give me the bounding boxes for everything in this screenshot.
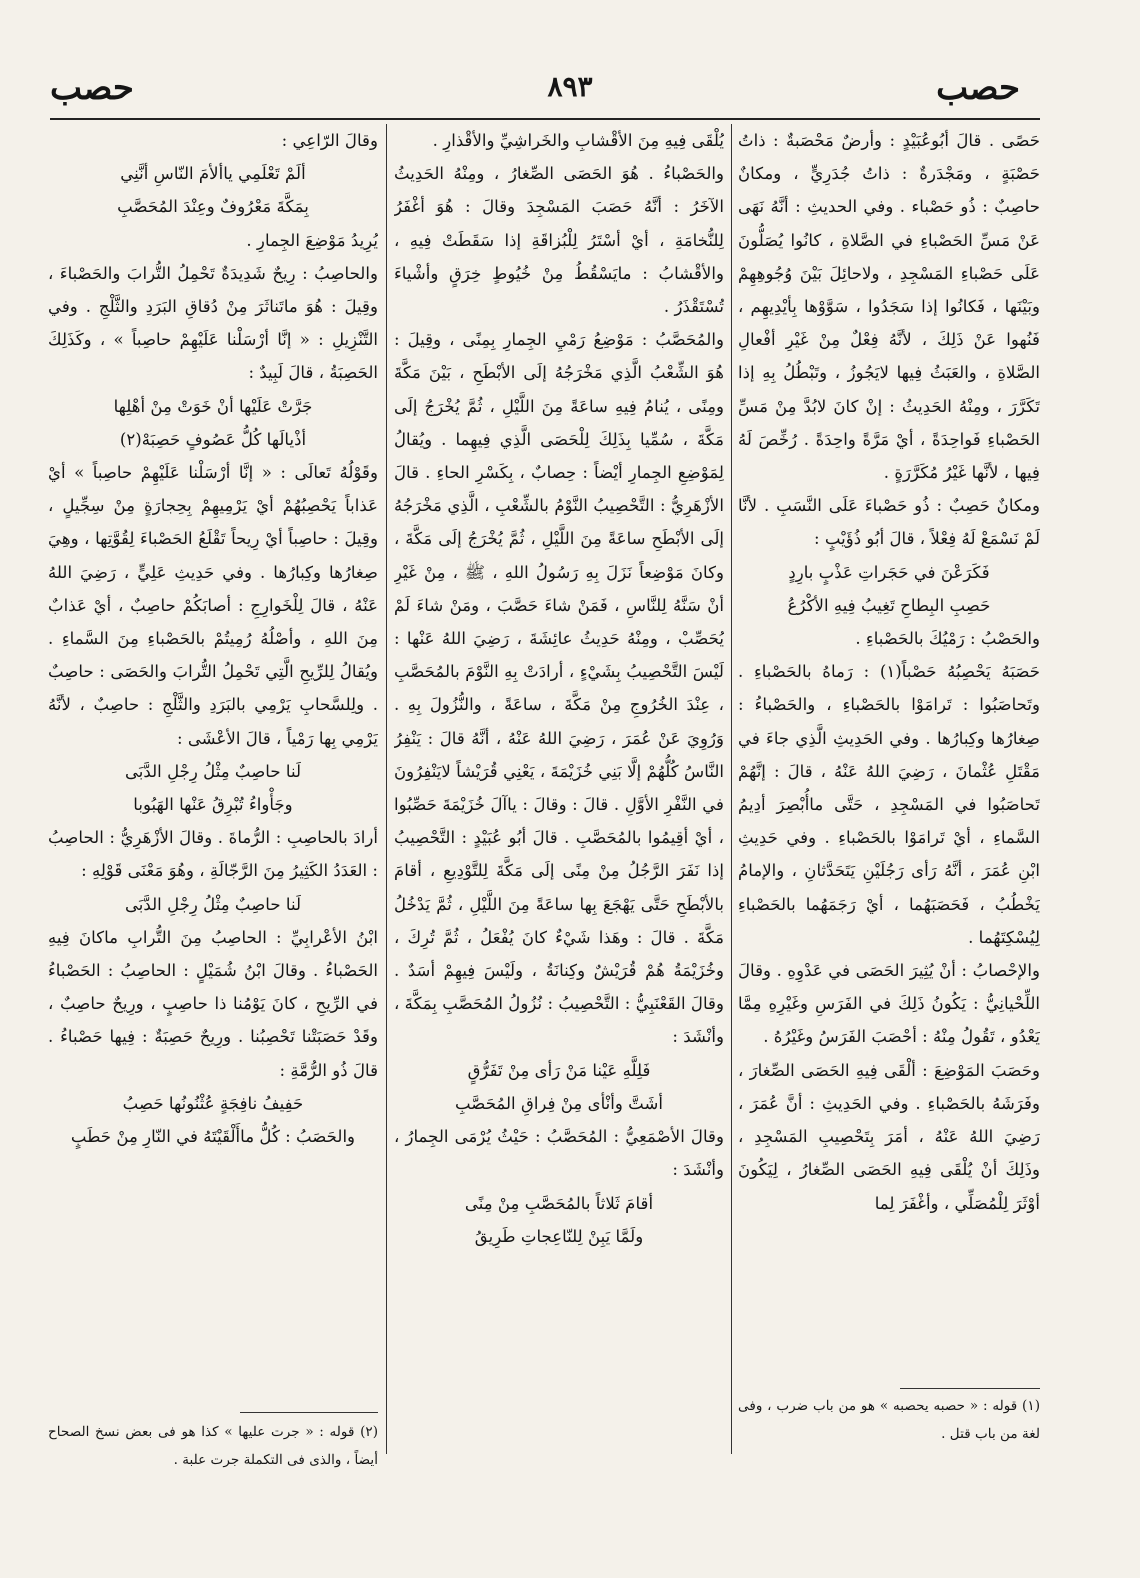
running-headword-left: حصب bbox=[50, 68, 134, 108]
paragraph: والحاصِبُ : رِيحٌ شَدِيدَةٌ تَحْمِلُ التُّرابَ والحَصْباءَ ، وقِيلَ : هُوَ ماتَناثَرَ مِنْ دُقاقِ البَرَدِ والثَّلْجِ . وفي التَّنْزِيلِ : « إنَّا أرْسَلْنا عَلَيْهِمْ حاصِباً » ، وكَذَلِكَ الحَصِبَةُ ، قالَ لَبِيدٌ : bbox=[48, 263, 378, 383]
text-column-left bbox=[48, 124, 378, 1519]
verse-line: والحَصَبُ : كُلُّ ماأَلْقَيْتَهُ في النّارِ مِنْ حَطَبٍ bbox=[70, 1127, 356, 1147]
verse-line: فَلِلَّهِ عَيْنا مَنْ رَأى مِنْ تَفَرُّقٍ bbox=[467, 1060, 651, 1080]
verse-line: أذْيالَها كُلُّ عَصُوفٍ حَصِبَهْ(٢) bbox=[119, 429, 307, 449]
verse-line: أقامَ ثَلاثاً بالمُحَصَّبِ مِنْ مِنًى bbox=[464, 1193, 654, 1213]
paragraph: وقَوْلُهُ تَعالَى : « إنَّا أرْسَلْنا عَلَيْهِمْ حاصِباً » أيْ عَذاباً يَحْصِبُهُمْ أيْ يَرْمِيهِمْ بِحِجارَةٍ مِنْ سِجِّيلٍ ، وقِيلَ : حاصِباً أيْ رِيحاً تَقْلَعُ الحَصْباءَ لِقُوَّتِها ، وهِيَ صِغارُها وكِبارُها . وفي حَدِيثِ عَلِيٍّ ، رَضِيَ اللهُ عَنْهُ ، قالَ لِلْخَوارِجِ : أصابَكُمْ حاصِبٌ ، أيْ عَذابٌ مِنَ اللهِ ، وأصْلُهُ رُمِيتُمْ بالحَصْباءِ مِنَ السَّماءِ . ويُقالُ لِلرِّيحِ الَّتِي تَحْمِلُ التُّرابَ والحَصَى : حاصِبٌ . ولِلسَّحابِ يَرْمِي بالبَرَدِ والثَّلْجِ : حاصِبٌ ، لأنَّهُ يَرْمِي بِها رَمْياً ، قالَ الأعْشَى : bbox=[48, 463, 378, 748]
paragraph: وقالَ الأصْمَعِيُّ : المُحَصَّبُ : حَيْثُ يُرْمَى الجِمارُ ، وأنْشَدَ : bbox=[394, 1127, 724, 1180]
footnote-right: (١) قوله : « حصبه يحصبه » هو من باب ضرب ، وفى لغة من باب قتل . bbox=[738, 1398, 1040, 1442]
column-divider bbox=[386, 124, 387, 1454]
footnote-rule bbox=[900, 1388, 1040, 1389]
paragraph: والمُحَصَّبُ : مَوْضِعُ رَمْيِ الجِمارِ بِمِنًى ، وقِيلَ : هُوَ الشِّعْبُ الَّذِي مَخْرَجُهُ إلَى الأبْطَحِ ، بَيْنَ مَكَّةَ ومِنًى ، يُنامُ فِيهِ ساعَةً مِنَ اللَّيْلِ ، ثُمَّ يُخْرَجُ إلَى مَكَّةَ ، سُمِّيا بِذَلِكَ لِلْحَصَى الَّذِي فِيهِما . ويُقالُ لِمَوْضِعِ الجِمارِ أيْضاً : حِصابٌ ، بِكَسْرِ الحاءِ . قالَ الأزْهَرِيُّ : التَّحْصِيبُ النَّوْمُ بالشِّعْبِ ، الَّذِي مَخْرَجُهُ إلَى الأبْطَحِ ساعَةً مِنَ اللَّيْلِ ، ثُمَّ يُخْرَجُ إلَى مَكَّةَ ، وكانَ مَوْضِعاً نَزَلَ بِهِ رَسُولُ اللهِ ، ﷺ ، مِنْ غَيْرِ أنْ سَنَّهُ لِلنَّاسِ ، فَمَنْ شاءَ حَصَّبَ ، ومَنْ شاءَ لَمْ يُحَصِّبْ ، ومِنْهُ حَدِيثُ عائِشَةَ ، رَضِيَ اللهُ عَنْها : لَيْسَ التَّحْصِيبُ بِشَيْءٍ ، أرادَتْ بِهِ النَّوْمَ بالمُحَصَّبِ ، عِنْدَ الخُرُوجِ مِنْ مَكَّةَ ، ساعَةً ، والنُّزُولَ بِهِ . وَرُوِيَ عَنْ عُمَرَ ، رَضِيَ اللهُ عَنْهُ ، أنَّهُ قالَ : يَنْفِرُ النَّاسُ كُلُّهُمْ إلَّا بَنِي خُزَيْمَةَ ، يَعْنِي قُرَيْشاً لايَنْفِرُونَ في النَّفْرِ الأوَّلِ . قالَ : وقالَ : ياآلَ خُزَيْمَةَ حَصِّبُوا ، أيْ أقِيمُوا بالمُحَصَّبِ . قالَ أبُو عُبَيْدٍ : التَّحْصِيبُ إذا نَفَرَ الرَّجُلُ مِنْ مِنًى إلَى مَكَّةَ لِلتَّوْدِيعِ ، أقامَ بالأبْطَحِ حَتَّى يَهْجَعَ بِها ساعَةً مِنَ اللَّيْلِ ، ثُمَّ يَدْخُلُ مَكَّةَ . قالَ : وهَذا شَيْءٌ كانَ يُفْعَلُ ، ثُمَّ تُرِكَ ، وخُزَيْمَةُ هُمْ قُرَيْشٌ وكِنانَةُ ، ولَيْسَ فِيهِمْ أسَدٌ . وقالَ القَعْنَبِيُّ : التَّحْصِيبُ : نُزُولُ المُحَصَّبِ بِمَكَّةَ ، وأنْشَدَ : bbox=[394, 330, 724, 1047]
paragraph: يُرِيدُ مَوْضِعَ الجِمارِ . bbox=[246, 230, 378, 250]
verse-line: لَنا حاصِبٌ مِثْلُ رِجْلِ الدَّبَى bbox=[124, 894, 302, 914]
header-rule bbox=[50, 118, 1040, 120]
paragraph: والإحْصابُ : أنْ يُثِيرَ الحَصَى في عَدْوِهِ . وقالَ اللِّحْيانِيُّ : يَكُونُ ذَلِكَ في الفَرَسِ وغَيْرِهِ مِمَّا يَعْدُو ، تَقُولُ مِنْهُ : أحْصَبَ الفَرَسُ وغَيْرُهُ . bbox=[738, 961, 1040, 1047]
paragraph: وحَصَبَ المَوْضِعَ : ألْقَى فِيهِ الحَصَى الصِّغارَ ، وفَرَشَهُ بالحَصْباءِ . وفي الحَدِيثِ : أنَّ عُمَرَ ، رَضِيَ اللهُ عَنْهُ ، أمَرَ بِتَحْصِيبِ المَسْجِدِ ، وذَلِكَ أنْ يُلْقَى فِيهِ الحَصَى الصِّغارُ ، لِيَكُونَ أوْثَرَ لِلْمُصَلِّي ، وأغْفَرَ لِما bbox=[738, 1060, 1040, 1213]
text-column-right bbox=[738, 124, 1040, 1519]
paragraph: حَصَبَهُ يَحْصِبُهُ حَصْباً(١) : رَماهُ بالحَصْباءِ . وتَحاصَبُوا : تَرامَوْا بالحَصْباءِ ، والحَصْباءُ : صِغارُها وكِبارُها . وفي الحَدِيثِ الَّذِي جاءَ في مَقْتَلِ عُثْمانَ ، رَضِيَ اللهُ عَنْهُ ، قالَ : إنَّهُمْ تَحاصَبُوا في المَسْجِدِ ، حَتَّى ماأُبْصِرَ أدِيمُ السَّماءِ ، أيْ تَرامَوْا بالحَصْباءِ . وفي حَدِيثِ ابْنِ عُمَرَ ، أنَّهُ رَأى رَجُلَيْنِ يَتَحَدَّثانِ ، والإمامُ يَخْطُبُ ، فَحَصَبَهُما ، أيْ رَجَمَهُما بالحَصْباءِ لِيُسْكِتَهُما . bbox=[738, 662, 1040, 947]
paragraph: ابْنُ الأعْرابِيِّ : الحاصِبُ مِنَ التُّرابِ ماكانَ فِيهِ الحَصْباءُ . وقالَ ابْنُ شُمَيْلٍ : الحاصِبُ : الحَصْباءُ في الرِّيحِ ، كانَ يَوْمُنا ذا حاصِبٍ ، ورِيحٌ حاصِبٌ ، وقَدْ حَصَبَتْنا تَحْصِبُنا . ورِيحٌ حَصِبَةٌ : فِيها حَصْباءُ . قالَ ذُو الرُّمَّةِ : bbox=[48, 927, 378, 1080]
verse-line: ولَمَّا يَبِنْ لِلنّاعِجاتِ طَرِيقُ bbox=[474, 1226, 644, 1246]
paragraph: والحَصْباءُ . هُوَ الحَصَى الصِّغارُ ، ومِنْهُ الحَدِيثُ الآخَرُ : أنَّهُ حَصَبَ المَسْجِدَ وقالَ : هُوَ أغْفَرُ لِلنُّخامَةِ ، أيْ أسْتَرُ لِلْبُزاقَةِ إذا سَقَطَتْ فِيهِ ، والأقْشابُ : مايَسْقُطُ مِنْ خُيُوطٍ خِرَقٍ وأشْياءَ تُسْتَقْذَرُ . bbox=[394, 164, 724, 317]
verse-line: حَفِيفُ نافِجَةٍ عُثْنُونُها حَصِبُ bbox=[122, 1093, 304, 1113]
footnote-left: (٢) قوله : « جرت عليها » كذا هو فى بعض نسخ الصحاح أيضاً ، والذى فى التكملة جرت علبة . bbox=[48, 1424, 378, 1468]
page-number: ٨٩٣ bbox=[547, 70, 593, 103]
text-column-middle bbox=[394, 124, 724, 1519]
page-header bbox=[30, 68, 1110, 118]
paragraph: أرادَ بالحاصِبِ : الرُّماةَ . وقالَ الأزْهَرِيُّ : الحاصِبُ : العَدَدُ الكَثِيرُ مِنَ الرَّجّالَةِ ، وهُوَ مَعْنَى قَوْلِهِ : bbox=[48, 828, 378, 881]
paragraph: والحَصْبُ : رَمْيُكَ بالحَصْباءِ . bbox=[855, 629, 1040, 649]
paragraph: ومكانٌ حَصِبٌ : ذُو حَصْباءَ عَلَى النَّسَبِ . لأنَّا لَمْ نَسْمَعْ لَهُ فِعْلاً ، قالَ أبُو ذُؤَيْبٍ : bbox=[738, 496, 1040, 549]
verse-line: بِمَكَّةَ مَعْرُوفٌ وعِنْدَ المُحَصَّبِ bbox=[117, 197, 309, 217]
footnote-rule bbox=[240, 1412, 378, 1413]
paragraph: يُلْقَى فِيهِ مِنَ الأقْشابِ والخَراشِيِّ والأقْذارِ . bbox=[432, 131, 724, 150]
verse-line: أشَتَّ وأنْأى مِنْ فِراقِ المُحَصَّبِ bbox=[455, 1093, 663, 1113]
column-divider bbox=[731, 124, 732, 1454]
verse-line: حَصِبِ البِطاحِ تَغِيبُ فِيهِ الأكْرُعُ bbox=[787, 595, 991, 615]
paragraph: وقالَ الرّاعِي : bbox=[281, 131, 378, 150]
running-headword-right: حصب bbox=[936, 68, 1020, 108]
verse-line: جَرَّتْ عَلَيْها أنْ خَوَتْ مِنْ أهْلِها bbox=[113, 396, 313, 416]
verse-line: ألَمْ تَعْلَمِي ياألأمَ النّاسِ أنَّنِي bbox=[120, 164, 306, 184]
verse-line: لَنا حاصِبٌ مِثْلُ رِجْلِ الدَّبَى bbox=[124, 761, 302, 781]
paragraph: حَصًى . قالَ أبُوعُبَيْدٍ : وأرضٌ مَحْصَبةٌ : ذاتُ حَصْبَةٍ ، ومَجْدَرةٌ : ذاتُ جُدَرِيٍّ ، ومكانٌ حاصِبٌ : ذُو حَصْباء . وفي الحديثِ : أنَّهُ نَهَى عَنْ مَسِّ الحَصْباءِ في الصَّلاةِ ، كانُوا يُصَلُّونَ عَلَى حَصْباءِ المَسْجِدِ ، ولاحائِلَ بَيْنَ وُجُوهِهِمْ وبَيْنَها ، فَكانُوا إذا سَجَدُوا ، سَوَّوْها بِأيْدِيهِم ، فَنُهوا عَنْ ذَلِكَ ، لأنَّهُ فِعْلٌ مِنْ غَيْرِ أفْعالِ الصَّلاةِ ، والعَبَثُ فِيها لايَجُوزُ ، وتَبْطُلُ بِهِ إذا تَكَرَّرَ ، ومِنْهُ الحَدِيثُ : إنْ كانَ لابُدَّ مِنْ مَسِّ الحَصْباءِ فَواحِدَةً ، أيْ مَرَّةً واحِدَةً . رُخِّصَ لَهُ فِيها ، لأنَّها غَيْرُ مُكَرَّرَةٍ . bbox=[738, 131, 1040, 483]
verse-line: وجَأْواءُ تُبْرِقُ عَنْها الهَبُوبا bbox=[133, 795, 293, 815]
verse-line: فَكَرَعْنَ في حَجَراتِ عَذْبٍ بارِدٍ bbox=[788, 562, 990, 582]
